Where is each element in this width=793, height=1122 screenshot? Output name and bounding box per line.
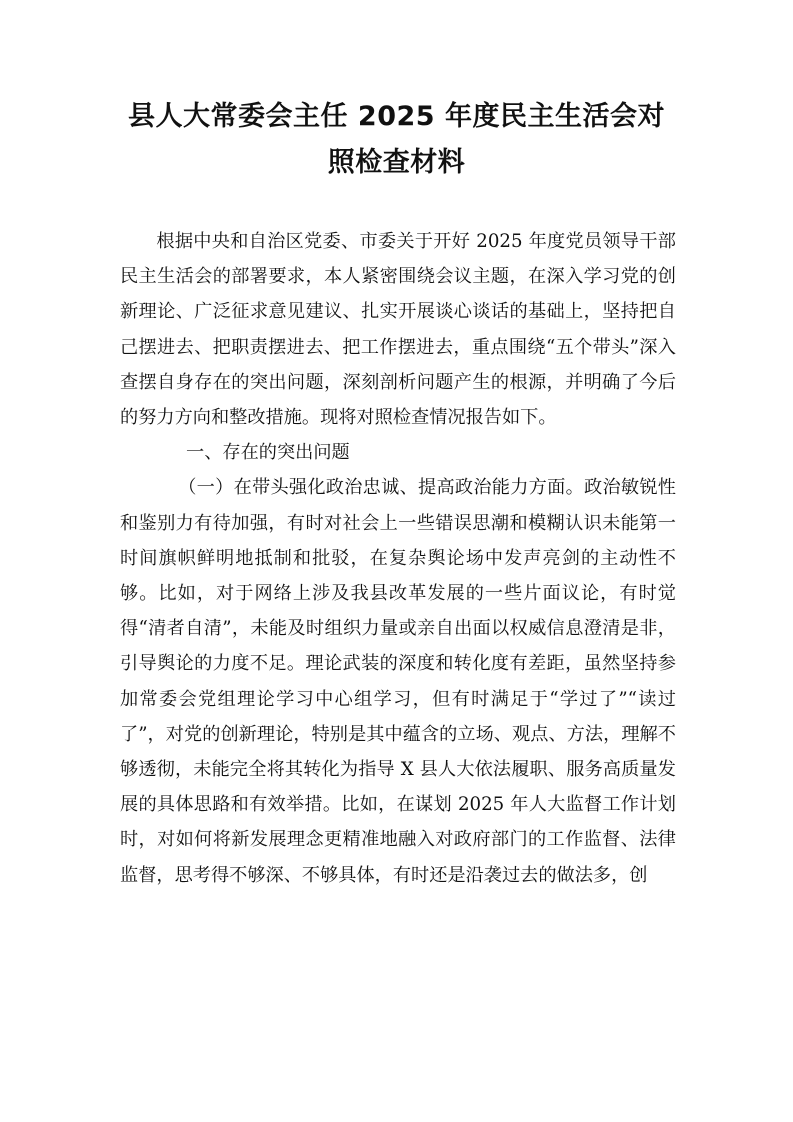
title-line-2: 照检查材料 bbox=[327, 147, 466, 178]
subsection-paragraph: （一）在带头强化政治忠诚、提高政治能力方面。政治敏锐性和鉴别力有待加强，有时对社会上一些错误思潮和模糊认识未能第一时间旗帜鲜明地抵制和批驳，在复杂舆论场中发声亮剑的主动性不够。比如，对于网络上涉及我县改革发展的一些片面议论，有时觉得“清者自清”，未能及时组织力量或亲自出面以权威信息澄清是非，引导舆论的力度不足。理论武装的深度和转化度有差距，虽然坚持参加常委会党组理论学习中心组学习，但有时满足于“学过了”“读过了”，对党的创新理论，特别是其中蕴含的立场、观点、方法，理解不够透彻，未能完全将其转化为指导 X 县人大依法履职、服务高质量发展的具体思路和有效举措。比如，在谋划 2025 年人大监督工作计划时，对如何将新发展理念更精准地融入对政府部门的工作监督、法律监督，思考得不够深、不够具体，有时还是沿袭过去的做法多，创 bbox=[120, 477, 676, 886]
intro-paragraph: 根据中央和自治区党委、市委关于开好 2025 年度党员领导干部民主生活会的部署要求，本人紧密围绕会议主题，在深入学习党的创新理论、广泛征求意见建议、扎实开展谈心谈话的基础上，坚持把自己摆进去、把职责摆进去、把工作摆进去，重点围绕“五个带头”深入查摆自身存在的突出问题，深刻剖析问题产生的根源，并明确了今后的努力方向和整改措施。现将对照检查情况报告如下。 bbox=[120, 231, 676, 429]
document-title bbox=[100, 94, 693, 186]
document-body bbox=[120, 224, 676, 893]
section-heading: 一、存在的突出问题 bbox=[186, 442, 350, 464]
title-line-1: 县人大常委会主任 2025 年度民主生活会对 bbox=[128, 101, 665, 132]
